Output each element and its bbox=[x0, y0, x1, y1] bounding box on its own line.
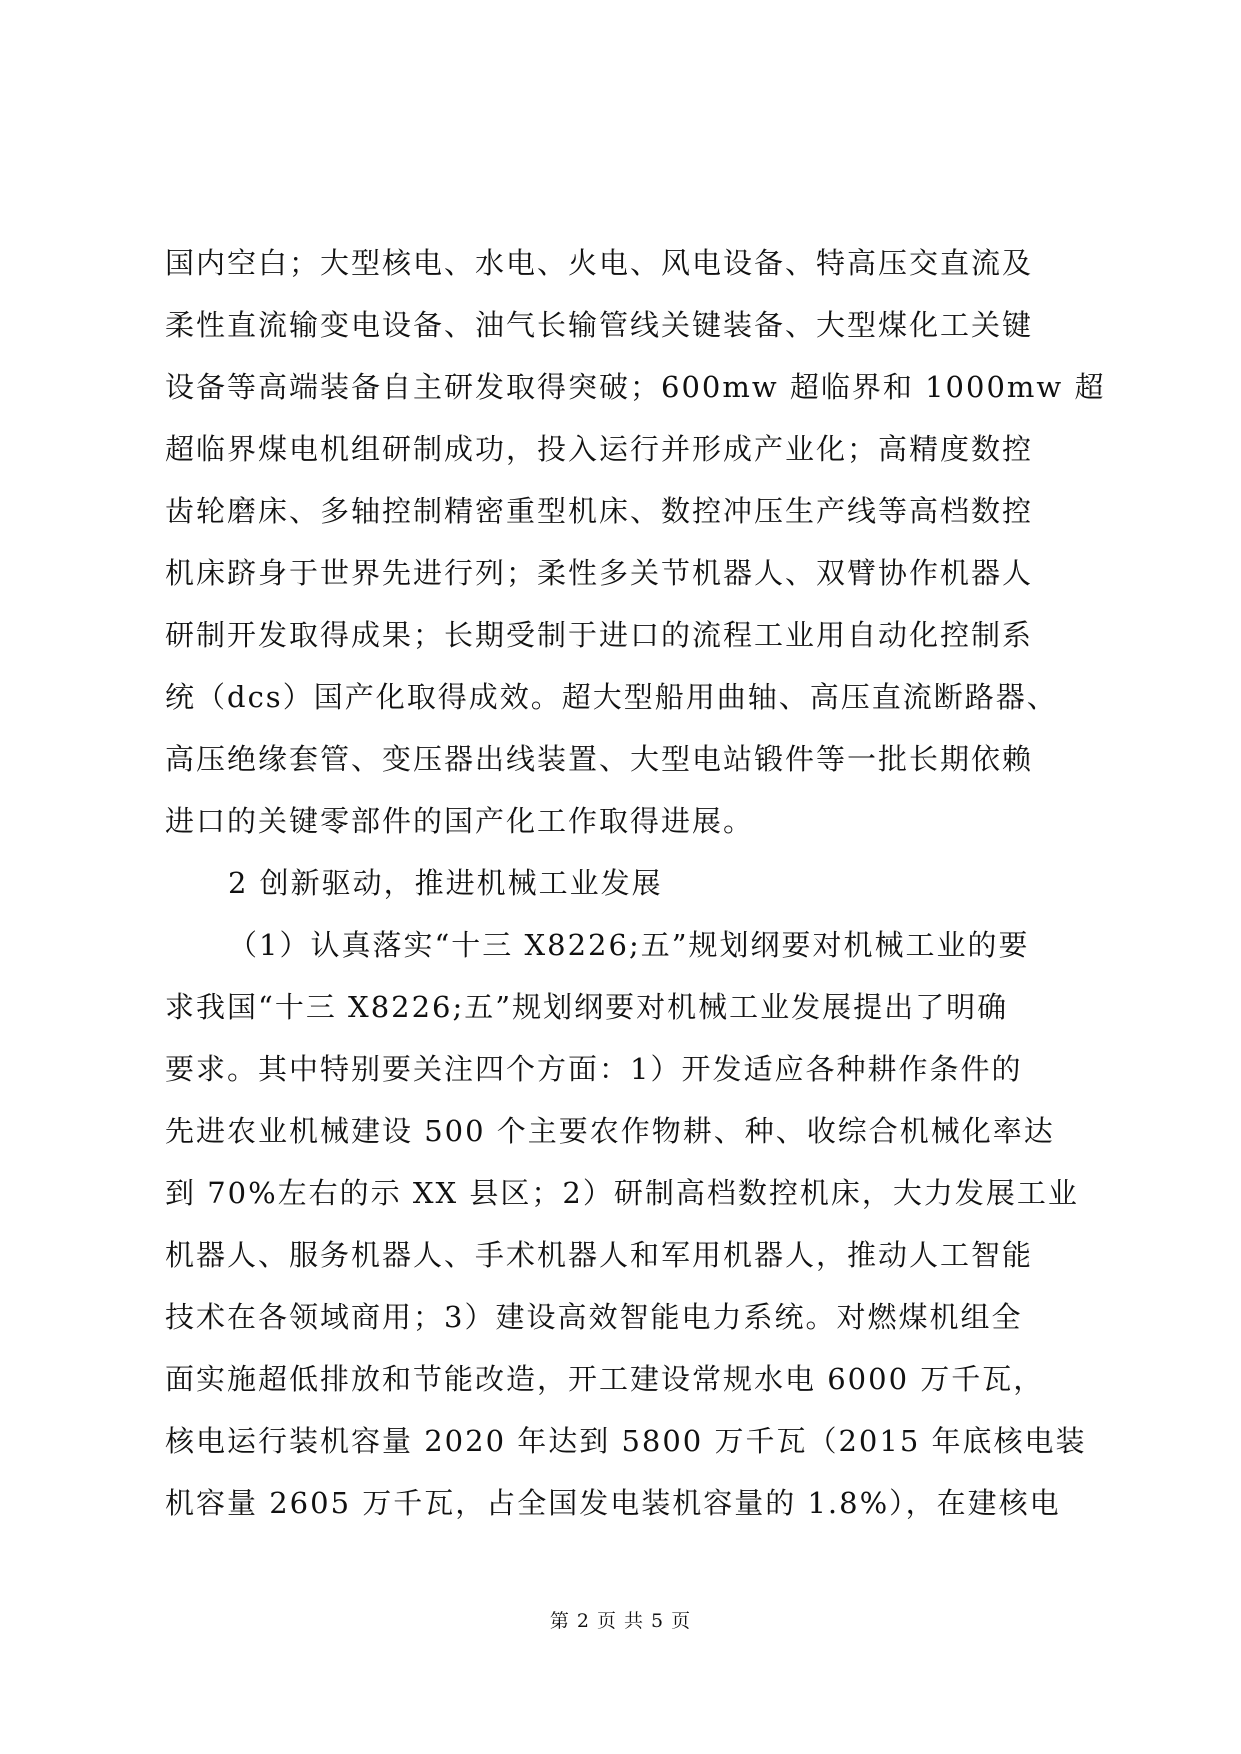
text-line: 统（dcs）国产化取得成效。超大型船用曲轴、高压直流断路器、 bbox=[165, 680, 1058, 714]
text-line: 研制开发取得成果；长期受制于进口的流程工业用自动化控制系 bbox=[165, 618, 1034, 652]
text-line: 高压绝缘套管、变压器出线装置、大型电站锻件等一批长期依赖 bbox=[165, 742, 1034, 776]
text-line: 到 70%左右的示 XX 县区；2）研制高档数控机床，大力发展工业 bbox=[165, 1176, 1079, 1210]
text-line: 设备等高端装备自主研发取得突破；600mw 超临界和 1000mw 超 bbox=[165, 370, 1106, 404]
text-line: 面实施超低排放和节能改造，开工建设常规水电 6000 万千瓦， bbox=[165, 1362, 1045, 1396]
text-line: 齿轮磨床、多轴控制精密重型机床、数控冲压生产线等高档数控 bbox=[165, 494, 1034, 528]
text-line: 核电运行装机容量 2020 年达到 5800 万千瓦（2015 年底核电装 bbox=[165, 1424, 1087, 1458]
text-line: 机器人、服务机器人、手术机器人和军用机器人，推动人工智能 bbox=[165, 1238, 1034, 1272]
section-heading: 2 创新驱动，推进机械工业发展 bbox=[228, 866, 663, 900]
text-line: 国内空白；大型核电、水电、火电、风电设备、特高压交直流及 bbox=[165, 246, 1034, 280]
document-body bbox=[165, 232, 1106, 1534]
text-line: 超临界煤电机组研制成功，投入运行并形成产业化；高精度数控 bbox=[165, 432, 1034, 466]
text-line: 机床跻身于世界先进行列；柔性多关节机器人、双臂协作机器人 bbox=[165, 556, 1034, 590]
text-line: 进口的关键零部件的国产化工作取得进展。 bbox=[165, 804, 755, 838]
text-line: 求我国“十三 X8226;五”规划纲要对机械工业发展提出了明确 bbox=[165, 990, 1009, 1024]
text-line: 柔性直流输变电设备、油气长输管线关键装备、大型煤化工关键 bbox=[165, 308, 1034, 342]
text-line: 先进农业机械建设 500 个主要农作物耕、种、收综合机械化率达 bbox=[165, 1114, 1055, 1148]
text-line: 要求。其中特别要关注四个方面：1）开发适应各种耕作条件的 bbox=[165, 1052, 1023, 1086]
text-line: 技术在各领域商用；3）建设高效智能电力系统。对燃煤机组全 bbox=[165, 1300, 1023, 1334]
page-number-footer: 第 2 页 共 5 页 bbox=[549, 1610, 692, 1632]
text-line: 机容量 2605 万千瓦，占全国发电装机容量的 1.8%），在建核电 bbox=[165, 1486, 1061, 1520]
text-line: （1）认真落实“十三 X8226;五”规划纲要对机械工业的要 bbox=[228, 928, 1030, 962]
